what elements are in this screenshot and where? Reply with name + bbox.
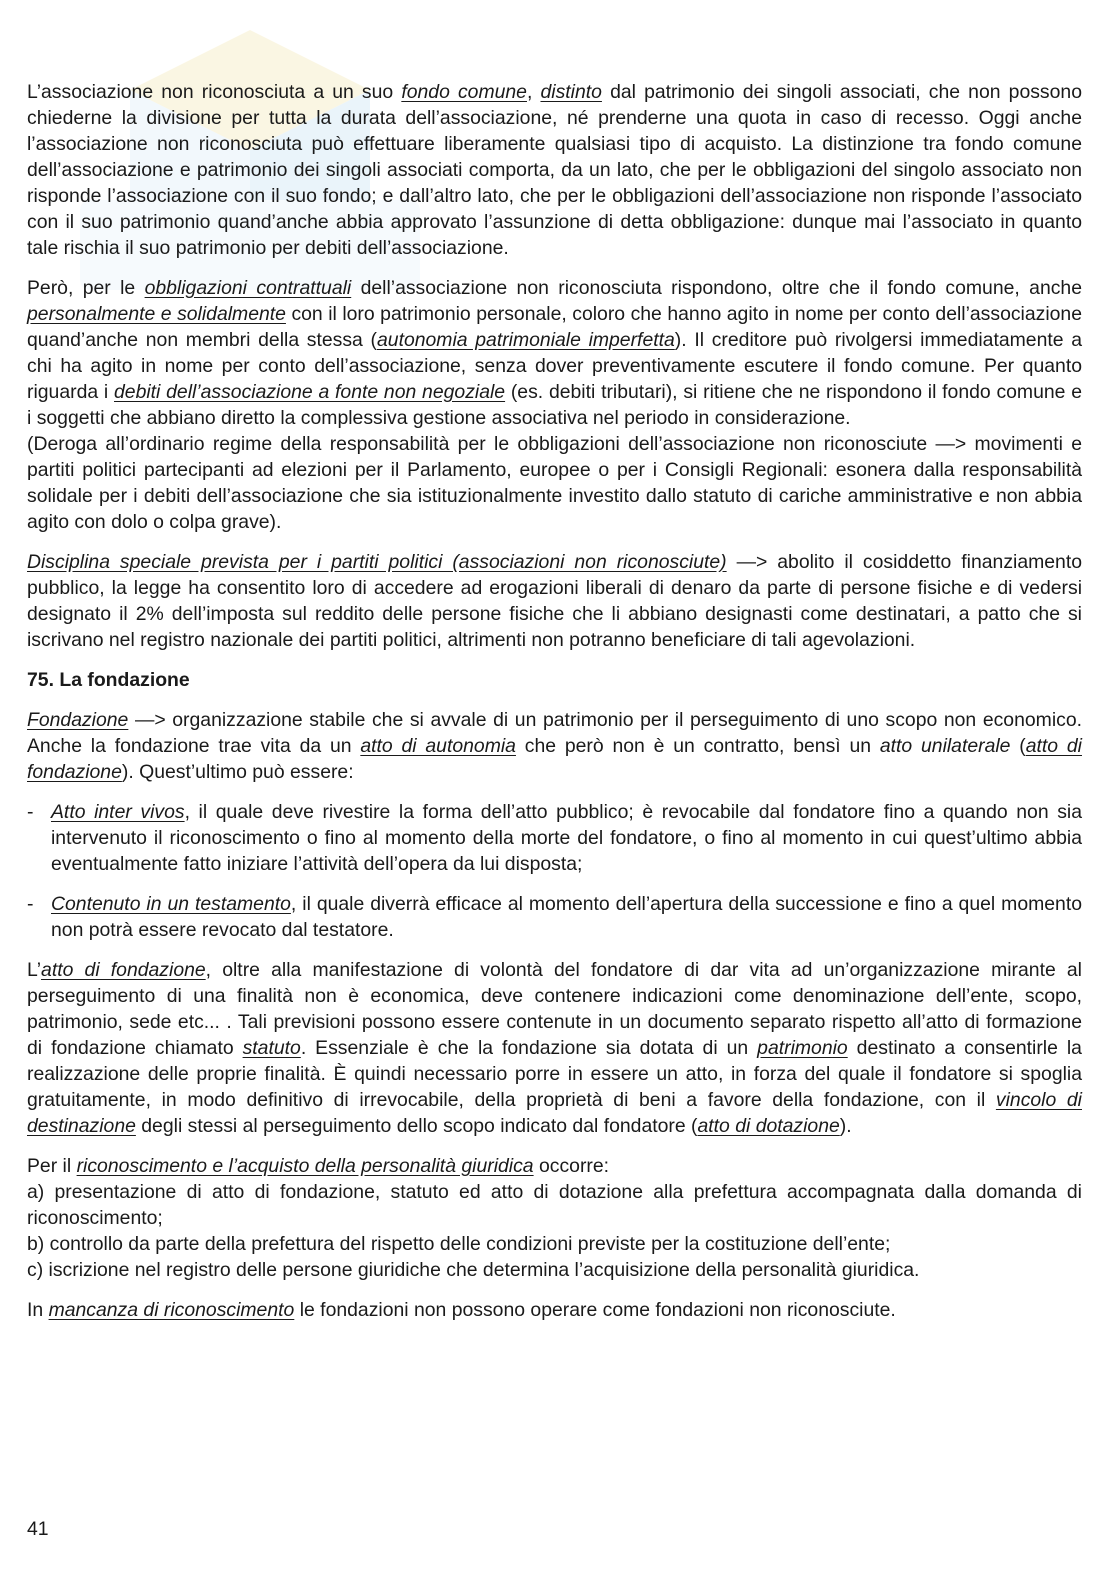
underlined-term: atto di dotazione bbox=[697, 1115, 840, 1137]
text: . Essenziale è che la fondazione sia dotata di un bbox=[300, 1037, 758, 1059]
underlined-term: Disciplina speciale prevista per i partiti politici (associazioni non riconosciute) bbox=[27, 551, 727, 573]
underlined-term: personalmente e solidalmente bbox=[27, 303, 286, 325]
text: degli stessi al perseguimento dello scopo indicato dal fondatore ( bbox=[135, 1115, 698, 1137]
text: che però non è un contratto, bensì un bbox=[515, 735, 880, 757]
text: con il loro patrimonio personale, coloro che hanno agito in nome per conto dell’associazione quand’anche non membri della stessa ( bbox=[27, 303, 1082, 351]
text: ). bbox=[839, 1115, 852, 1137]
text: —> organizzazione stabile che si avvale di un patrimonio per il perseguimento di uno scopo non economico. Anche la fondazione trae vita da un bbox=[27, 709, 1082, 757]
bullet-dash: - bbox=[27, 893, 34, 915]
underlined-term: atto di fondazione bbox=[27, 735, 1082, 783]
underlined-term: vincolo di destinazione bbox=[27, 1089, 1082, 1137]
page-number: 41 bbox=[27, 1518, 49, 1540]
underlined-term: Atto inter vivos bbox=[51, 801, 185, 823]
text: L’ bbox=[27, 959, 42, 981]
underlined-term: debiti dell’associazione a fonte non negoziale bbox=[114, 381, 506, 403]
list-item-a: a) presentazione di atto di fondazione, statuto ed atto di dotazione alla prefettura accompagnata dalla domanda di riconoscimento; bbox=[27, 1181, 1082, 1229]
text: , bbox=[526, 81, 541, 103]
text: (es. debiti tributari), si ritiene che ne rispondono il fondo comune e i soggetti che abbiano diretto la complessiva gestione associativa nel periodo in considerazione. bbox=[27, 381, 1082, 429]
section-heading: 75. La fondazione bbox=[27, 669, 190, 691]
underlined-term: mancanza di riconoscimento bbox=[48, 1299, 295, 1321]
paragraph-deroga: (Deroga all’ordinario regime della responsabilità per le obbligazioni dell’associazione non riconosciute —> movimenti e partiti politici partecipanti ad elezioni per il Parlamento, europee o per i Consigli Regionali: esonera dalla responsabilità solidale per i debiti dell’associazione che sia istituzionalmente investito dallo statuto di cariche amministrative e non abbia agito con dolo o colpa grave). bbox=[27, 433, 1082, 533]
text: le fondazioni non possono operare come fondazioni non riconosciute. bbox=[294, 1299, 896, 1321]
paragraph-riconoscimento bbox=[27, 1153, 1082, 1179]
text: Però, per le bbox=[27, 277, 145, 299]
underlined-term: riconoscimento e l’acquisto della personalità giuridica bbox=[76, 1155, 534, 1177]
list-item-c: c) iscrizione nel registro delle persone giuridiche che determina l’acquisizione della personalità giuridica. bbox=[27, 1259, 920, 1281]
paragraph-fondo-comune bbox=[27, 79, 1082, 261]
paragraph-mancanza bbox=[27, 1297, 1082, 1323]
text: In bbox=[27, 1299, 49, 1321]
underlined-term: autonomia patrimoniale imperfetta bbox=[377, 329, 675, 351]
text: occorre: bbox=[533, 1155, 610, 1177]
text: —> abolito il cosiddetto finanziamento pubblico, la legge ha consentito loro di accedere ad erogazioni liberali di denaro da parte di persone fisiche e di vedersi designato il 2% dell’imposta sul reddito delle persone fisiche che li abbiano designasti come destinatari, a patto che si iscrivano nel registro nazionale dei partiti politici, altrimenti non potranno beneficiare di tali agevolazioni. bbox=[27, 551, 1082, 651]
text: , il quale deve rivestire la forma dell’atto pubblico; è revocabile dal fondatore fino a quando non sia intervenuto il riconoscimento o fino al momento della morte del fondatore, o fino al momento in cui quest’ultimo abbia eventualmente fatto iniziare l’attività dell’opera da lui disposta; bbox=[51, 801, 1082, 875]
underlined-term: atto di autonomia bbox=[360, 735, 516, 757]
bullet-dash: - bbox=[27, 801, 34, 823]
text: L’associazione non riconosciuta a un suo bbox=[27, 81, 402, 103]
text: Per il bbox=[27, 1155, 77, 1177]
list-item-b: b) controllo da parte della prefettura del rispetto delle condizioni previste per la costituzione dell’ente; bbox=[27, 1233, 891, 1255]
text: destinato a consentirle la realizzazione delle proprie finalità. È quindi necessario porre in essere un atto, in forza del quale il fondatore si spoglia gratuitamente, in modo definitivo di irrevocabile, della proprietà di beni a favore della fondazione, con il bbox=[27, 1037, 1082, 1111]
underlined-term: distinto bbox=[540, 81, 602, 103]
list-item bbox=[27, 891, 1082, 943]
text: dell’associazione non riconosciuta rispondono, oltre che il fondo comune, anche bbox=[351, 277, 1082, 299]
underlined-term: atto di fondazione bbox=[41, 959, 206, 981]
text: dal patrimonio dei singoli associati, che non possono chiederne la divisione per tutta la durata dell’associazione, né prenderne una quota in caso di recesso. Oggi anche l’associazione non riconosciuta può effettuare liberamente qualsiasi tipo di acquisto. La distinzione tra fondo comune dell’associazione e patrimonio dei singoli associati comporta, da un lato, che per le obbligazioni del singolo associato non risponde l’associazione con il suo fondo; e dall’altro lato, che per le obbligazioni dell’associazione non risponde l’associato con il suo patrimonio quand’anche abbia approvato l’assunzione di detta obbligazione: dunque mai l’associato in quanto tale rischia il suo patrimonio per debiti dell’associazione. bbox=[27, 81, 1082, 259]
paragraph-obbligazioni bbox=[27, 275, 1082, 431]
italic-term: atto unilaterale bbox=[879, 735, 1011, 757]
underlined-term: fondo comune bbox=[401, 81, 527, 103]
paragraph-partiti-politici bbox=[27, 549, 1082, 653]
paragraph-atto-di-fondazione bbox=[27, 957, 1082, 1139]
paragraph-fondazione bbox=[27, 707, 1082, 785]
underlined-term: Fondazione bbox=[27, 709, 129, 731]
underlined-term: statuto bbox=[242, 1037, 301, 1059]
text: ). Il creditore può rivolgersi immediatamente a chi ha agito in nome per conto dell’associazione, senza dover preventivamente escutere il fondo comune. Per quanto riguarda i bbox=[27, 329, 1082, 403]
list-item bbox=[27, 799, 1082, 877]
text: , il quale diverrà efficace al momento dell’apertura della successione e fino a quel momento non potrà essere revocato dal testatore. bbox=[51, 893, 1082, 941]
text: , oltre alla manifestazione di volontà del fondatore di dar vita ad un’organizzazione mirante al perseguimento di una finalità non è economica, deve contenere indicazioni come denominazione dell’ente, scopo, patrimonio, sede etc... . Tali previsioni possono essere contenute in un documento separato rispetto all’atto di formazione di fondazione chiamato bbox=[27, 959, 1082, 1059]
underlined-term: obbligazioni contrattuali bbox=[144, 277, 352, 299]
page-content bbox=[27, 79, 1082, 1323]
text: ( bbox=[1010, 735, 1026, 757]
underlined-term: patrimonio bbox=[757, 1037, 848, 1059]
underlined-term: Contenuto in un testamento bbox=[51, 893, 291, 915]
text: ). Quest’ultimo può essere: bbox=[121, 761, 354, 783]
